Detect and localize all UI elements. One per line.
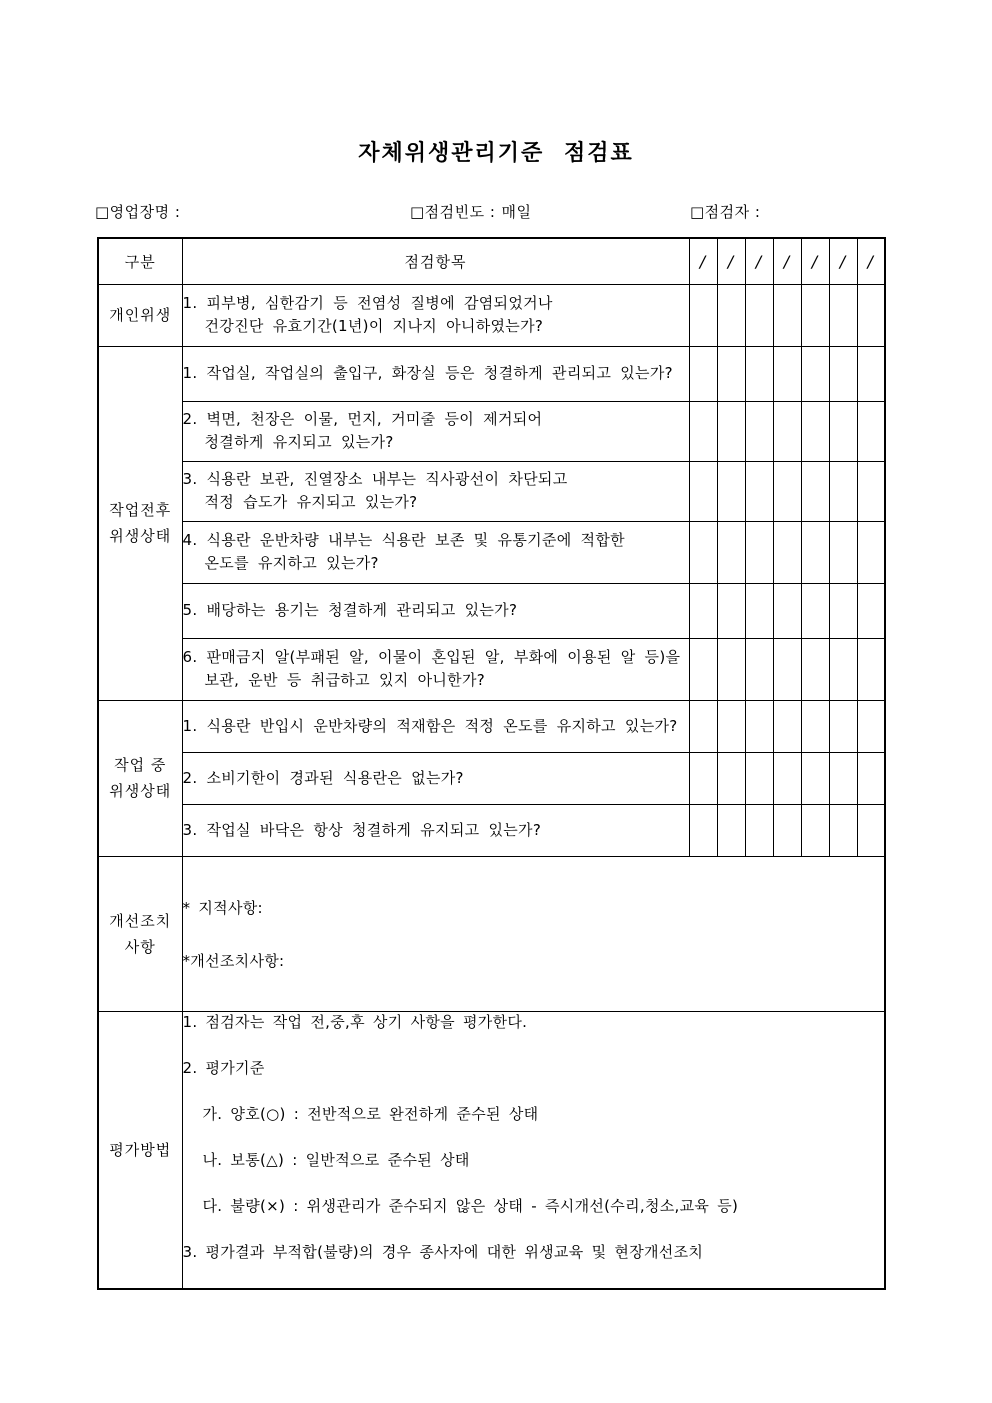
check-cell[interactable] [689,284,717,346]
evaluation-method-cell [182,1011,885,1289]
check-cell[interactable] [745,804,773,856]
check-cell[interactable] [717,583,745,638]
check-cell[interactable] [773,521,801,583]
check-cell[interactable] [717,804,745,856]
check-cell[interactable] [745,346,773,401]
check-cell[interactable] [773,700,801,752]
header-date-slot[interactable]: / [829,238,857,284]
check-cell[interactable] [745,401,773,461]
category-evaluation-method [98,1011,182,1289]
check-cell[interactable] [829,521,857,583]
table-row [98,284,885,346]
checklist-item [182,521,689,583]
check-cell[interactable] [773,401,801,461]
check-cell[interactable] [857,583,885,638]
check-cell[interactable] [773,583,801,638]
item-line: 3. 식용란 보관, 진열장소 내부는 직사광선이 차단되고 [182,470,568,488]
corrective-action-cell[interactable] [182,856,885,1011]
check-cell[interactable] [829,284,857,346]
check-cell[interactable] [857,346,885,401]
checklist-item [182,284,689,346]
page-title: 자체위생관리기준 점검표 [358,141,634,166]
check-cell[interactable] [745,461,773,521]
item-line: 건강진단 유효기간(1년)이 지나지 아니하였는가? [204,317,544,335]
check-cell[interactable] [689,461,717,521]
check-cell[interactable] [801,752,829,804]
inspector-label: □점검자 : [690,203,761,221]
check-cell[interactable] [717,638,745,700]
header-date-slot[interactable]: / [689,238,717,284]
check-cell[interactable] [857,752,885,804]
checklist-item [182,401,689,461]
table-header-row [98,238,885,284]
check-cell[interactable] [717,401,745,461]
category-personal-hygiene [98,284,182,346]
category-during-work [98,700,182,856]
check-cell[interactable] [773,752,801,804]
check-cell[interactable] [745,284,773,346]
check-cell[interactable] [689,521,717,583]
check-cell[interactable] [689,804,717,856]
item-line: 1. 식용란 반입시 운반차량의 적재함은 적정 온도를 유지하고 있는가? [182,716,678,735]
check-cell[interactable] [829,461,857,521]
header-date-slot[interactable]: / [773,238,801,284]
checklist-item [182,752,689,804]
header-date-slot[interactable]: / [801,238,829,284]
field-business-name [95,201,246,222]
table-row [98,401,885,461]
header-fields [0,201,992,223]
check-cell[interactable] [745,521,773,583]
check-frequency-label: □점검빈도 : [410,203,496,221]
check-cell[interactable] [801,346,829,401]
checklist-item [182,804,689,856]
category-label: 작업 중 [114,756,167,774]
category-label: 개선조치 [109,911,172,930]
check-cell[interactable] [857,700,885,752]
item-line: 적정 습도가 유지되고 있는가? [204,493,418,511]
item-line: 보관, 운반 등 취급하고 있지 아니한가? [204,671,486,689]
table-row [98,521,885,583]
table-row [98,752,885,804]
check-cell[interactable] [717,284,745,346]
category-label: 작업전후 [109,501,172,519]
check-cell[interactable] [801,401,829,461]
header-date-slot[interactable]: / [857,238,885,284]
check-cell[interactable] [829,401,857,461]
item-line: 2. 소비기한이 경과된 식용란은 없는가? [182,768,464,787]
check-cell[interactable] [745,638,773,700]
check-cell[interactable] [773,804,801,856]
table-row [98,804,885,856]
table-row [98,638,885,700]
check-cell[interactable] [829,638,857,700]
check-cell[interactable] [717,346,745,401]
checklist-item [182,700,689,752]
business-name-label: □영업장명 : [95,203,181,221]
check-cell[interactable] [857,461,885,521]
eval-line: 다. 불량(×) : 위생관리가 준수되지 않은 상태 - 즉시개선(수리,청소,교육 등) [202,1196,739,1215]
item-line: 2. 벽면, 천장은 이물, 먼지, 거미줄 등이 제거되어 [182,410,543,428]
check-cell[interactable] [717,461,745,521]
check-cell[interactable] [857,401,885,461]
remarks-line: * 지적사항: [182,898,263,917]
check-cell[interactable] [829,804,857,856]
check-cell[interactable] [801,638,829,700]
item-line: 5. 배당하는 용기는 청결하게 관리되고 있는가? [182,601,518,619]
check-cell[interactable] [857,638,885,700]
check-cell[interactable] [801,284,829,346]
table-row [98,461,885,521]
item-line: 4. 식용란 운반차량 내부는 식용란 보존 및 유통기준에 적합한 [182,531,625,549]
eval-line: 가. 양호(○) : 전반적으로 완전하게 준수된 상태 [202,1104,539,1123]
check-cell[interactable] [717,521,745,583]
header-items: 점검항목 [182,238,689,284]
category-before-after-work [98,346,182,700]
category-corrective-action [98,856,182,1011]
eval-line: 3. 평가결과 부적합(불량)의 경우 종사자에 대한 위생교육 및 현장개선조치 [182,1242,704,1261]
eval-line: 2. 평가기준 [182,1058,265,1077]
checklist-item [182,638,689,700]
category-label: 개인위생 [109,306,172,324]
check-cell[interactable] [829,346,857,401]
header-date-slot[interactable]: / [717,238,745,284]
table-row [98,346,885,401]
check-cell[interactable] [689,346,717,401]
check-cell[interactable] [745,700,773,752]
check-cell[interactable] [773,461,801,521]
check-cell[interactable] [717,752,745,804]
check-cell[interactable] [689,700,717,752]
check-cell[interactable] [689,583,717,638]
category-label: 위생상태 [109,782,172,800]
check-cell[interactable] [801,521,829,583]
check-cell[interactable] [745,752,773,804]
check-cell[interactable] [773,284,801,346]
table-row [98,583,885,638]
check-cell[interactable] [801,700,829,752]
item-line: 온도를 유지하고 있는가? [204,554,379,572]
header-category: 구분 [98,238,182,284]
checklist-item [182,461,689,521]
category-label: 사항 [124,937,156,956]
item-line: 1. 피부병, 심한감기 등 전염성 질병에 감염되었거나 [182,294,553,312]
item-line: 1. 작업실, 작업실의 출입구, 화장실 등은 청결하게 관리되고 있는가? [182,364,673,382]
header-date-slot[interactable]: / [745,238,773,284]
field-inspector [690,201,826,222]
check-cell[interactable] [773,346,801,401]
check-cell[interactable] [689,752,717,804]
item-line: 청결하게 유지되고 있는가? [204,433,394,451]
check-cell[interactable] [689,638,717,700]
eval-line: 나. 보통(△) : 일반적으로 준수된 상태 [202,1150,470,1169]
check-frequency-value: 매일 [501,203,532,221]
check-cell[interactable] [829,583,857,638]
check-cell[interactable] [829,700,857,752]
check-cell[interactable] [801,461,829,521]
check-cell[interactable] [717,700,745,752]
check-cell[interactable] [801,804,829,856]
check-cell[interactable] [857,284,885,346]
check-cell[interactable] [857,804,885,856]
table-row [98,1011,885,1289]
check-cell[interactable] [829,752,857,804]
check-cell[interactable] [801,583,829,638]
checklist-item [182,346,689,401]
remarks-line: *개선조치사항: [182,951,285,970]
check-cell[interactable] [773,638,801,700]
category-label: 평가방법 [109,1140,172,1159]
checklist-table [97,237,886,1290]
table-row [98,856,885,1011]
table-row [98,700,885,752]
checklist-item [182,583,689,638]
category-label: 위생상태 [109,527,172,545]
item-line: 6. 판매금지 알(부패된 알, 이물이 혼입된 알, 부화에 이용된 알 등)을 [182,648,681,666]
check-cell[interactable] [857,521,885,583]
check-cell[interactable] [689,401,717,461]
field-check-frequency [410,201,531,222]
eval-line: 1. 점검자는 작업 전,중,후 상기 사항을 평가한다. [182,1012,528,1031]
check-cell[interactable] [745,583,773,638]
item-line: 3. 작업실 바닥은 항상 청결하게 유지되고 있는가? [182,820,542,839]
